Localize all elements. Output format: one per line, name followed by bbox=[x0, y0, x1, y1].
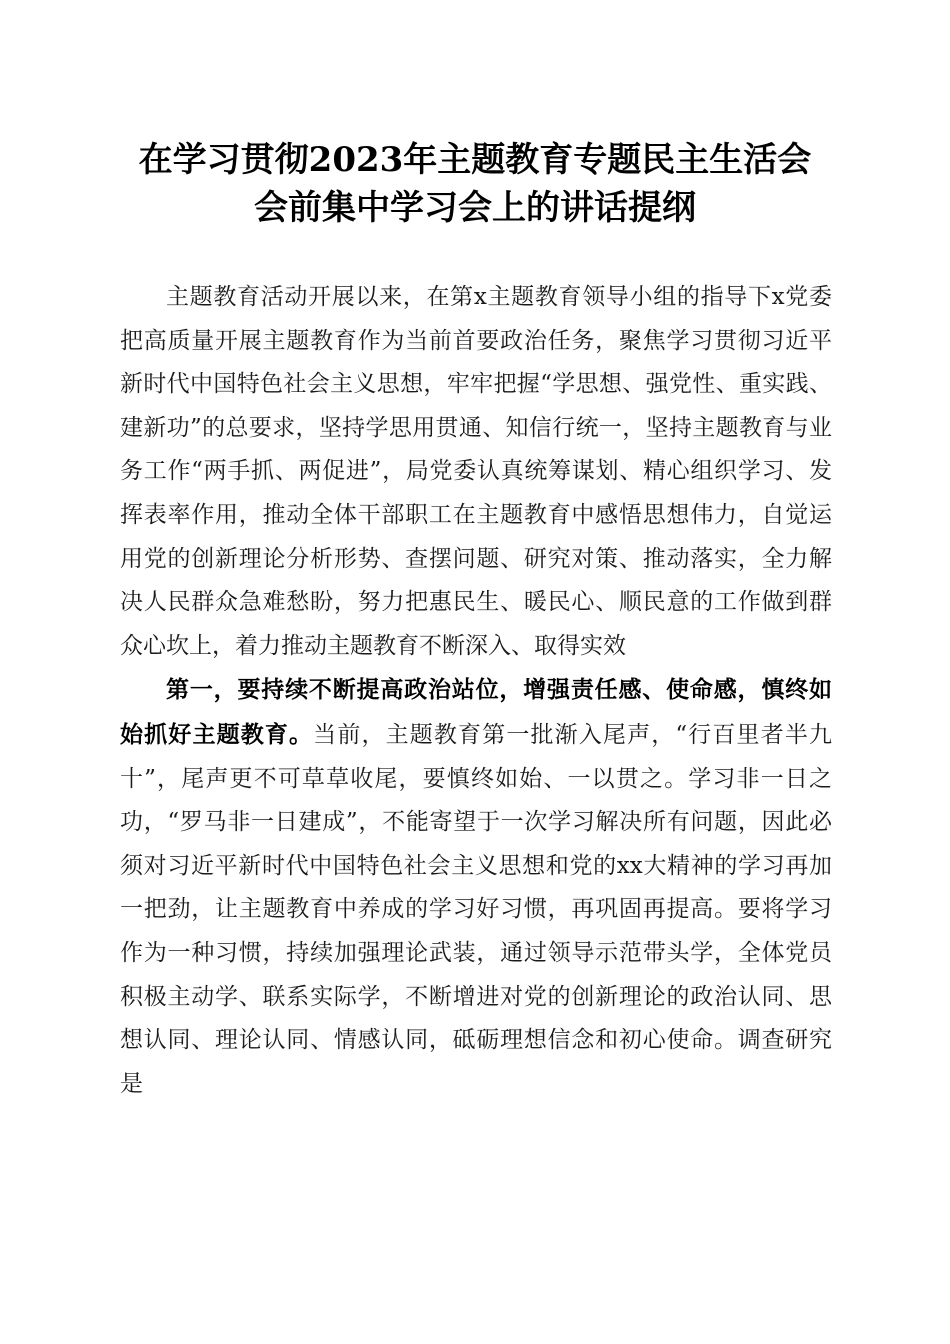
document-title bbox=[100, 136, 850, 232]
title-line-2: 会前集中学习会上的讲话提纲 bbox=[254, 188, 696, 228]
paragraph-lead-sentence: 第一，要持续不断提高政治站位，增强责任感、使命感，慎终如始抓好主题教育。 bbox=[120, 676, 832, 748]
document-body bbox=[120, 276, 832, 1106]
paragraph-first-point bbox=[120, 668, 832, 1106]
title-line-1: 在学习贯彻2023年主题教育专题民主生活会 bbox=[138, 140, 812, 180]
paragraph-intro: 主题教育活动开展以来，在第x主题教育领导小组的指导下x党委把高质量开展主题教育作为当前首要政治任务，聚焦学习贯彻习近平新时代中国特色社会主义思想，牢牢把握“学思想、强党性、重实践、建新功”的总要求，坚持学思用贯通、知信行统一，坚持主题教育与业务工作“两手抓、两促进”，局党委认真统筹谋划、精心组织学习、发挥表率作用，推动全体干部职工在主题教育中感悟思想伟力，自觉运用党的创新理论分析形势、查摆问题、研究对策、推动落实，全力解决人民群众急难愁盼，努力把惠民生、暖民心、顺民意的工作做到群众心坎上，着力推动主题教育不断深入、取得实效 bbox=[120, 284, 832, 659]
paragraph-first-point-body: 当前，主题教育第一批渐入尾声，“行百里者半九十”，尾声更不可草草收尾，要慎终如始、一以贯之。学习非一日之功，“罗马非一日建成”，不能寄望于一次学习解决所有问题，因此必须对习近平新时代中国特色社会主义思想和党的xx大精神的学习再加一把劲，让主题教育中养成的学习好习惯，再巩固再提高。要将学习作为一种习惯，持续加强理论武装，通过领导示范带头学，全体党员积极主动学、联系实际学，不断增进对党的创新理论的政治认同、思想认同、理论认同、情感认同，砥砺理想信念和初心使命。调查研究是 bbox=[120, 721, 832, 1097]
